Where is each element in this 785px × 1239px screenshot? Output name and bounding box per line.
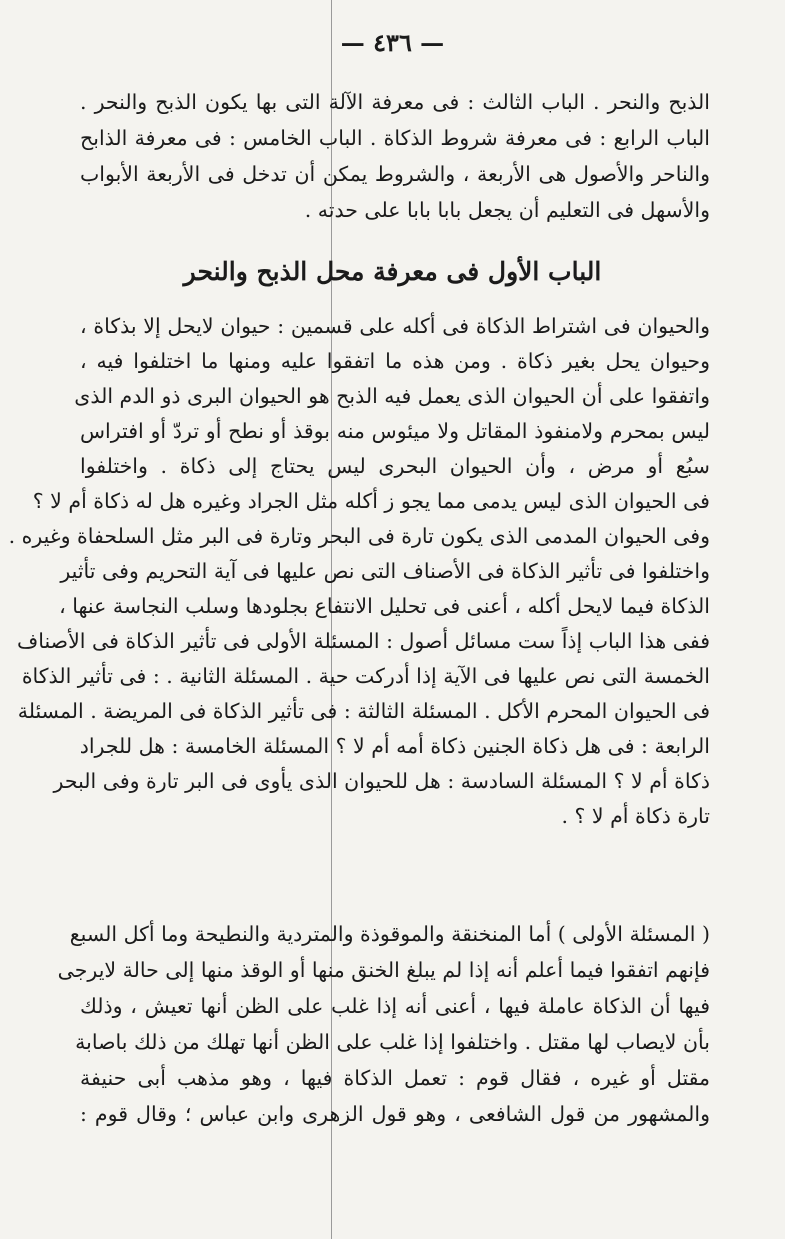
text-line: الذكاة فيما لايحل أكله ، أعنى فى تحليل الانتفاع بجلودها وسلب النجاسة عنها ، (59, 594, 710, 618)
text-line: وفى الحيوان المدمى الذى يكون تارة فى البحر وتارة فى البر مثل السلحفاة وغيره . (8, 524, 710, 548)
text-line: الخمسة التى نص عليها فى الآية إذا أدركت حية . المسئلة الثانية . : فى تأثير الذكاة (21, 664, 710, 688)
page-number: — ٤٣٦ — (340, 28, 445, 57)
chapter-heading: الباب الأول فى معرفة محل الذبح والنحر (183, 257, 602, 286)
text-line: ليس بمحرم ولامنفوذ المقاتل ولا ميئوس منه بوقذ أو نطح أو تردّ أو افتراس (80, 419, 710, 443)
text-line: فيها أن الذكاة عاملة فيها ، أعنى أنه إذا غلب على الظن أنها تعيش ، وذلك (80, 994, 710, 1018)
text-line: مقتل أو غيره ، فقال قوم : تعمل الذكاة فيها ، وهو مذهب أبى حنيفة (80, 1066, 710, 1090)
text-line: سبُع أو مرض ، وأن الحيوان البحرى ليس يحتاج إلى ذكاة . واختلفوا (80, 454, 710, 478)
text-line: الرابعة : فى هل ذكاة الجنين ذكاة أمه أم لا ؟ المسئلة الخامسة : هل للجراد (79, 734, 710, 758)
text-line: الباب الرابع : فى معرفة شروط الذكاة . الباب الخامس : فى معرفة الذابح (80, 126, 710, 150)
text-line: ففى هذا الباب إذاً ست مسائل أصول : المسئلة الأولى فى تأثير الذكاة فى الأصناف (16, 629, 710, 653)
text-line: والحيوان فى اشتراط الذكاة فى أكله على قسمين : حيوان لايحل إلا بذكاة ، (80, 314, 710, 338)
text-line: واختلفوا فى تأثير الذكاة فى الأصناف التى نص عليها فى آية التحريم وفى تأثير (60, 559, 710, 583)
text-line: ذكاة أم لا ؟ المسئلة السادسة : هل للحيوان الذى يأوى فى البر تارة وفى البحر (53, 769, 710, 793)
text-line: والمشهور من قول الشافعى ، وهو قول الزهرى وابن عباس ؛ وقال قوم : (80, 1102, 710, 1126)
text-line: فى الحيوان الذى ليس يدمى مما يجو ز أكله مثل الجراد وغيره هل له ذكاة أم لا ؟ (32, 489, 710, 513)
text-line: والناحر والأصول هى الأربعة ، والشروط يمكن أن تدخل فى الأربعة الأبواب (80, 162, 710, 186)
text-line: الذبح والنحر . الباب الثالث : فى معرفة الآلة التى بها يكون الذبح والنحر . (80, 90, 710, 114)
text-line: بأن لايصاب لها مقتل . واختلفوا إذا غلب على الظن أنها تهلك من ذلك باصابة (75, 1030, 710, 1054)
text-line: واتفقوا على أن الحيوان الذى يعمل فيه الذبح هو الحيوان البرى ذو الدم الذى (74, 384, 710, 408)
text-line: وحيوان يحل بغير ذكاة . ومن هذه ما اتفقوا عليه ومنها ما اختلفوا فيه ، (80, 349, 710, 373)
text-line: فإنهم اتفقوا فيما أعلم أنه إذا لم يبلغ الخنق منها أو الوقذ منها إلى حالة لايرجى (57, 958, 710, 982)
text-line: ( المسئلة الأولى ) أما المنخنقة والموقوذة والمتردية والنطيحة وما أكل السبع (69, 922, 710, 946)
text-line: فى الحيوان المحرم الأكل . المسئلة الثالثة : فى تأثير الذكاة فى المريضة . المسئلة (17, 699, 710, 723)
text-line: والأسهل فى التعليم أن يجعل بابا بابا على حدته . (304, 198, 710, 222)
text-line: تارة ذكاة أم لا ؟ . (561, 804, 710, 828)
